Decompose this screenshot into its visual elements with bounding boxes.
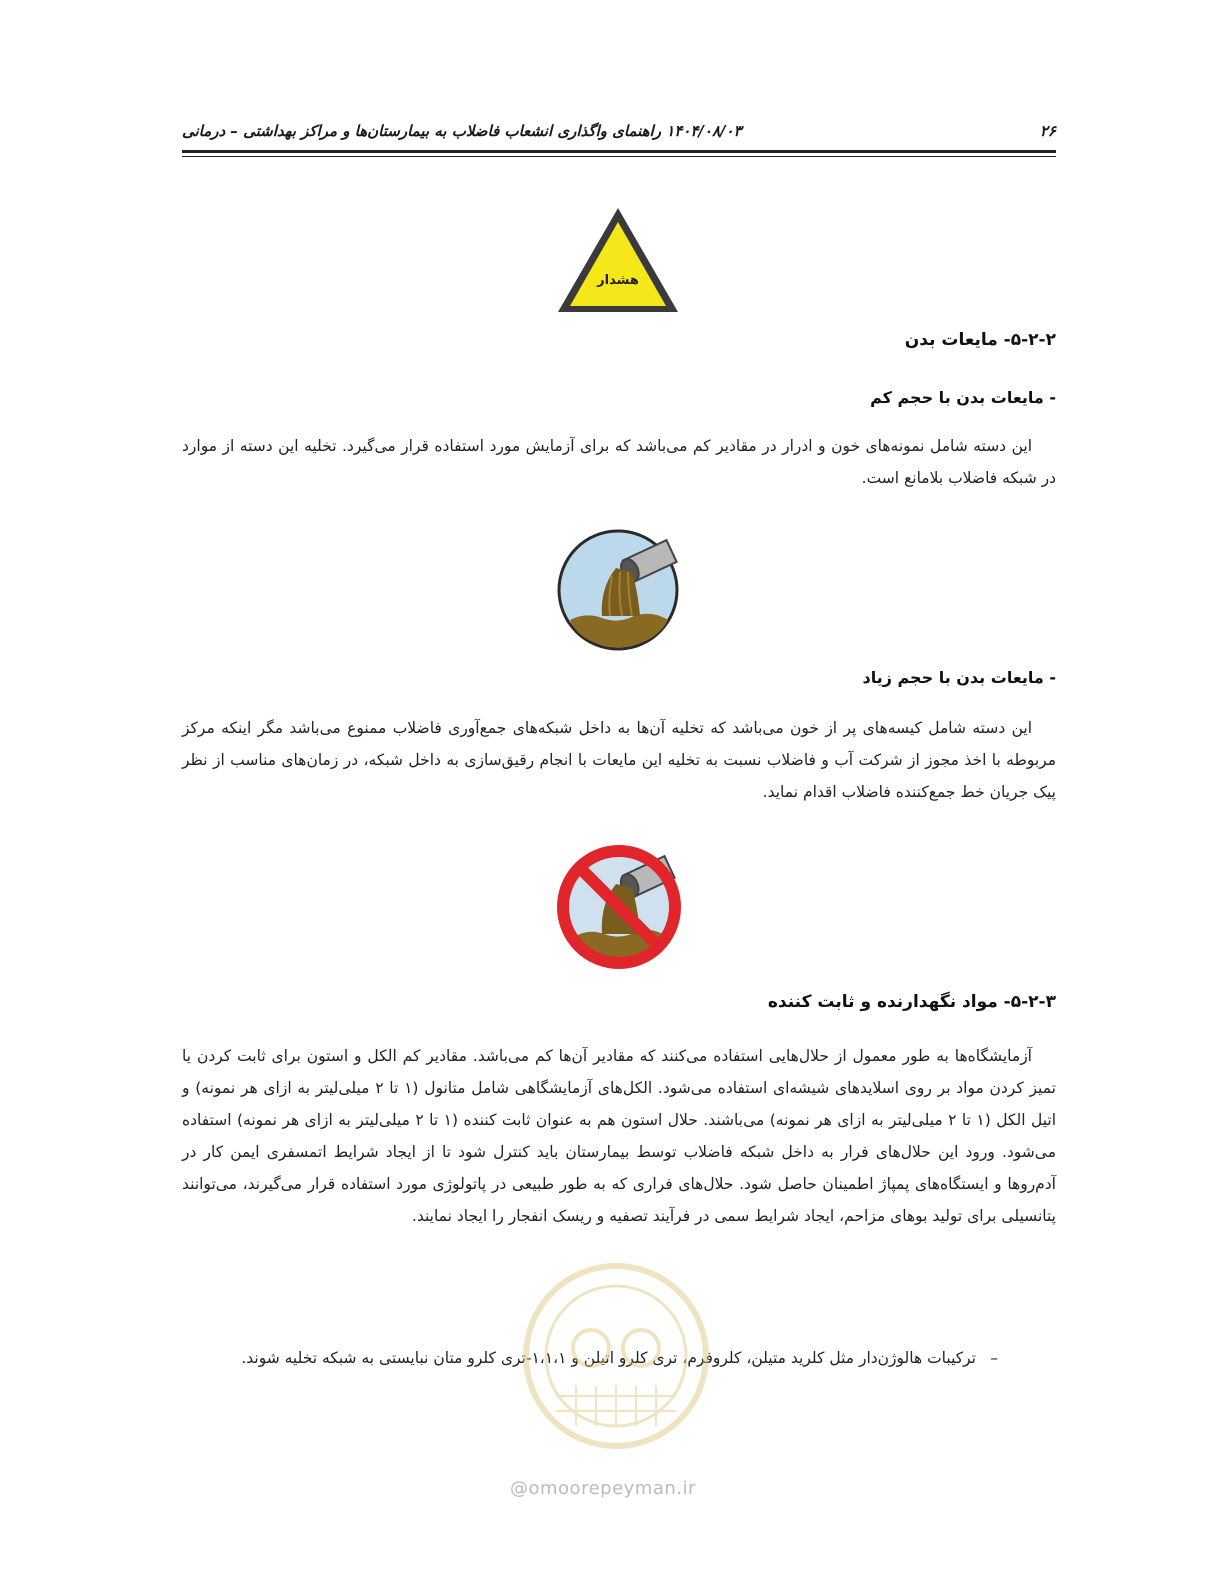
watermark-seal-icon [496, 1256, 736, 1456]
bullet-text: ترکیبات هالوژن‌دار مثل کلرید متیلن، کلروفرم، تری کلرو اتیلن و ۱،۱،۱-تری کلرو متان نبایستی به شبکه تخلیه شوند. [241, 1349, 976, 1367]
liquid-disposal-prohibited-icon [554, 842, 684, 972]
section-heading-body-fluids: ۵-۲-۲- مایعات بدن [904, 330, 1056, 350]
header-rule-thick [182, 150, 1056, 153]
warning-label: هشدار [597, 273, 639, 288]
subheading-high-volume: - مایعات بدن با حجم زیاد [862, 668, 1056, 687]
warning-triangle-icon [554, 204, 682, 316]
liquid-disposal-allowed-icon [556, 528, 680, 652]
header-rule-thin [182, 156, 1056, 157]
paragraph-low-volume: این دسته شامل نمونه‌های خون و ادرار در مقادیر کم می‌باشد که برای آزمایش مورد استفاده قرار می‌گیرد. تخلیه این دسته از موارد در شبکه فاضلاب بلامانع است. [182, 437, 1056, 487]
header-title: ۱۴۰۴/۰۸/۰۳ راهنمای واگذاری انشعاب فاضلاب به بیمارستان‌ها و مراکز بهداشتی – درمانی [182, 122, 742, 140]
paragraph-preservatives: آزمایشگاه‌ها به طور معمول از حلال‌هایی استفاده می‌کنند که مقادیر آن‌ها کم می‌باشد. مقادیر کم الکل و استون برای ثابت کردن یا تمیز کردن مواد بر روی اسلایدهای شیشه‌ای استفاده می‌شود. الکل‌های آزمایشگاهی شامل متانول (۱ تا ۲ میلی‌لیتر به ازای هر نمونه) و اتیل الکل (۱ تا ۲ میلی‌لیتر به ازای هر نمونه) می‌باشند. حلال استون هم به عنوان ثابت کننده (۱ تا ۲ میلی‌لیتر به ازای هر نمونه) استفاده می‌شود. ورود این حلال‌های فرار به داخل شبکه فاضلاب توسط بیمارستان باید کنترل شود تا از ایجاد شرایط اتمسفری ایمن کار در آدم‌روها و ایستگاه‌های پمپاژ اطمینان حاصل شود. حلال‌های فراری که به طور طبیعی در پاتولوژی مورد استفاده قرار می‌گیرند، می‌توانند پتانسیلی برای تولید بوهای مزاحم، ایجاد شرایط سمی در فرآیند تصفیه و ریسک انفجار را ایجاد نمایند. [182, 1047, 1056, 1225]
page-number: ۲۶ [1039, 122, 1056, 140]
subheading-low-volume: - مایعات بدن با حجم کم [870, 388, 1056, 407]
watermark-text: @omoorepeyman.ir [510, 1478, 696, 1499]
section-heading-preservatives: ۵-۲-۳- مواد نگهدارنده و ثابت کننده [767, 992, 1056, 1012]
page-header [182, 118, 1056, 148]
paragraph-high-volume: این دسته شامل کیسه‌های پر از خون می‌باشد که تخلیه آن‌ها به داخل شبکه‌های جمع‌آوری فاضلاب ممنوع می‌باشد مگر اینکه مرکز مربوطه با اخذ مجوز از شرکت آب و فاضلاب نسبت به تخلیه این مایعات با انجام رقیق‌سازی به داخل شبکه، در زمان‌های مناسب از نظر پیک جریان خط جمع‌کننده فاضلاب اقدام نماید. [182, 719, 1056, 801]
bullet-dash: – [990, 1349, 998, 1367]
